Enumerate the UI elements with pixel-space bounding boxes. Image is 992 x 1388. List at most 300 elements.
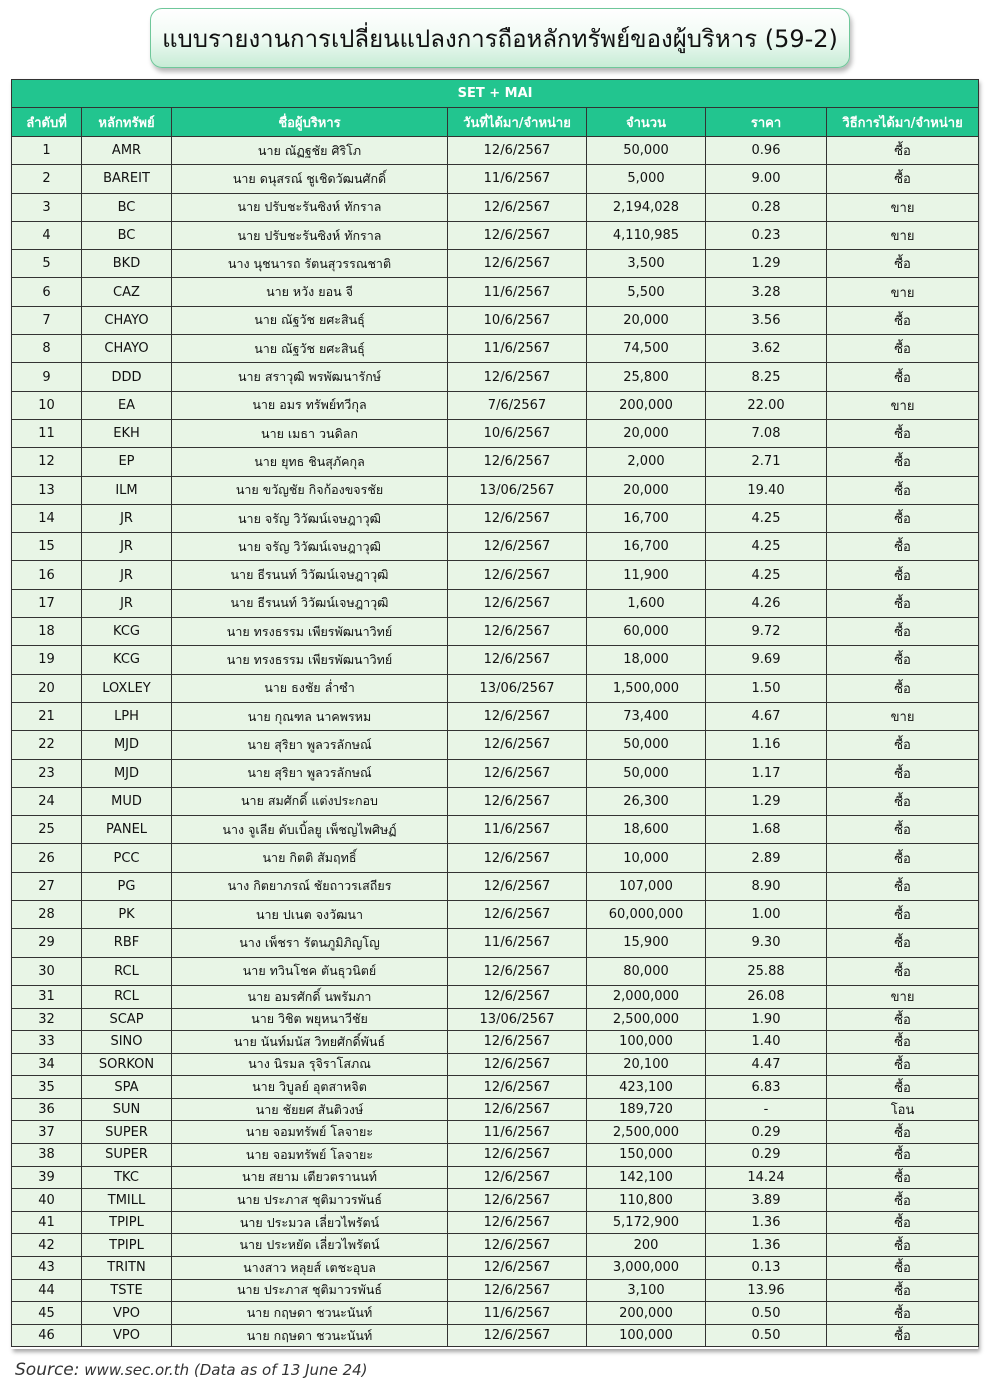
transaction-date: 12/6/2567: [448, 1257, 587, 1280]
price: 0.50: [706, 1302, 827, 1325]
volume: 50,000: [587, 759, 706, 787]
table-row: [12, 1031, 979, 1054]
executive-name: นาง นิรมล รุจิราโสภณ: [172, 1053, 448, 1076]
transaction-date: 12/6/2567: [448, 504, 587, 532]
transaction-method: ซื้อ: [827, 787, 979, 815]
volume: 5,172,900: [587, 1211, 706, 1234]
price: 6.83: [706, 1076, 827, 1099]
price: 1.50: [706, 674, 827, 702]
table-row: [12, 1098, 979, 1121]
security-symbol: SUPER: [82, 1121, 172, 1144]
row-number: 10: [12, 391, 82, 419]
security-symbol: MUD: [82, 787, 172, 815]
volume: 2,000: [587, 448, 706, 476]
row-number: 18: [12, 618, 82, 646]
security-symbol: KCG: [82, 618, 172, 646]
source-note: [15, 1360, 368, 1380]
transaction-method: ซื้อ: [827, 504, 979, 532]
transaction-method: ซื้อ: [827, 1144, 979, 1167]
executive-name: นาย นันท์มนัส วิทยศักดิ์พันธ์: [172, 1031, 448, 1054]
row-number: 2: [12, 165, 82, 193]
security-symbol: JR: [82, 533, 172, 561]
transaction-date: 13/06/2567: [448, 476, 587, 504]
row-number: 28: [12, 901, 82, 929]
transaction-date: 11/6/2567: [448, 929, 587, 957]
row-number: 5: [12, 250, 82, 278]
security-symbol: VPO: [82, 1302, 172, 1325]
security-symbol: VPO: [82, 1324, 172, 1347]
transaction-date: 12/6/2567: [448, 1189, 587, 1212]
transaction-date: 11/6/2567: [448, 1121, 587, 1144]
transaction-method: ขาย: [827, 702, 979, 730]
executive-name: นาย เมธา วนดิลก: [172, 419, 448, 447]
security-symbol: DDD: [82, 363, 172, 391]
executive-name: นางสาว หลุยส์ เตชะอุบล: [172, 1257, 448, 1280]
row-number: 3: [12, 193, 82, 221]
table-row: [12, 221, 979, 249]
price: 26.08: [706, 985, 827, 1008]
table-row: [12, 1324, 979, 1347]
row-number: 34: [12, 1053, 82, 1076]
price: 8.25: [706, 363, 827, 391]
transaction-date: 12/6/2567: [448, 702, 587, 730]
executive-name: นาง กิตยาภรณ์ ชัยถาวรเสถียร: [172, 872, 448, 900]
volume: 10,000: [587, 844, 706, 872]
executive-name: นาง นุชนารถ รัตนสุวรรณชาติ: [172, 250, 448, 278]
executive-name: นาย ประมวล เลี่ยวไพรัตน์: [172, 1211, 448, 1234]
volume: 2,000,000: [587, 985, 706, 1008]
volume: 16,700: [587, 533, 706, 561]
transaction-method: ซื้อ: [827, 1302, 979, 1325]
executive-name: นาย วิบูลย์ อุตสาหจิต: [172, 1076, 448, 1099]
security-symbol: SORKON: [82, 1053, 172, 1076]
executive-name: นาย ทรงธรรม เพียรพัฒนาวิทย์: [172, 646, 448, 674]
col-header-no: ลำดับที่: [12, 108, 82, 137]
volume: 200: [587, 1234, 706, 1257]
transaction-date: 12/6/2567: [448, 221, 587, 249]
volume: 423,100: [587, 1076, 706, 1099]
volume: 189,720: [587, 1098, 706, 1121]
table-row: [12, 1144, 979, 1167]
table-row: [12, 335, 979, 363]
transaction-method: ซื้อ: [827, 1008, 979, 1031]
row-number: 16: [12, 561, 82, 589]
price: 0.23: [706, 221, 827, 249]
transaction-method: ขาย: [827, 278, 979, 306]
price: 3.62: [706, 335, 827, 363]
price: 0.29: [706, 1121, 827, 1144]
price: 8.90: [706, 872, 827, 900]
row-number: 44: [12, 1279, 82, 1302]
table-row: [12, 1302, 979, 1325]
security-symbol: MJD: [82, 731, 172, 759]
security-symbol: SINO: [82, 1031, 172, 1054]
volume: 26,300: [587, 787, 706, 815]
transaction-date: 12/6/2567: [448, 1279, 587, 1302]
transaction-method: ซื้อ: [827, 1166, 979, 1189]
security-symbol: AMR: [82, 137, 172, 165]
volume: 200,000: [587, 1302, 706, 1325]
price: 0.96: [706, 137, 827, 165]
price: -: [706, 1098, 827, 1121]
security-symbol: PK: [82, 901, 172, 929]
row-number: 29: [12, 929, 82, 957]
transaction-method: ขาย: [827, 221, 979, 249]
transaction-method: ซื้อ: [827, 419, 979, 447]
table-row: [12, 1008, 979, 1031]
volume: 18,000: [587, 646, 706, 674]
row-number: 42: [12, 1234, 82, 1257]
price: 19.40: [706, 476, 827, 504]
transaction-method: ซื้อ: [827, 1279, 979, 1302]
executive-name: นาย ขวัญชัย กิจก้องขจรชัย: [172, 476, 448, 504]
security-symbol: ILM: [82, 476, 172, 504]
security-symbol: BAREIT: [82, 165, 172, 193]
transaction-date: 12/6/2567: [448, 250, 587, 278]
transaction-method: ซื้อ: [827, 1257, 979, 1280]
transaction-method: ซื้อ: [827, 250, 979, 278]
executive-name: นาย กิตติ สัมฤทธิ์: [172, 844, 448, 872]
security-symbol: CAZ: [82, 278, 172, 306]
security-symbol: CHAYO: [82, 306, 172, 334]
transaction-method: ซื้อ: [827, 1324, 979, 1347]
table-row: [12, 504, 979, 532]
transaction-method: ซื้อ: [827, 137, 979, 165]
transaction-date: 12/6/2567: [448, 363, 587, 391]
transaction-method: ซื้อ: [827, 731, 979, 759]
table-row: [12, 250, 979, 278]
transaction-date: 12/6/2567: [448, 137, 587, 165]
transaction-date: 12/6/2567: [448, 1076, 587, 1099]
volume: 5,500: [587, 278, 706, 306]
executive-name: นาย ทรงธรรม เพียรพัฒนาวิทย์: [172, 618, 448, 646]
table-row: [12, 1279, 979, 1302]
volume: 2,500,000: [587, 1121, 706, 1144]
volume: 15,900: [587, 929, 706, 957]
row-number: 39: [12, 1166, 82, 1189]
transaction-method: ซื้อ: [827, 618, 979, 646]
col-header-executive-name: ชื่อผู้บริหาร: [172, 108, 448, 137]
volume: 1,500,000: [587, 674, 706, 702]
volume: 107,000: [587, 872, 706, 900]
transaction-date: 12/6/2567: [448, 759, 587, 787]
executive-name: นาย ณัฐวัช ยศะสินธุ์: [172, 335, 448, 363]
table-row: [12, 419, 979, 447]
volume: 2,194,028: [587, 193, 706, 221]
transaction-date: 12/6/2567: [448, 1031, 587, 1054]
row-number: 23: [12, 759, 82, 787]
security-symbol: LPH: [82, 702, 172, 730]
price: 22.00: [706, 391, 827, 419]
volume: 20,000: [587, 419, 706, 447]
transaction-method: ขาย: [827, 985, 979, 1008]
price: 3.56: [706, 306, 827, 334]
volume: 200,000: [587, 391, 706, 419]
page-title: แบบรายงานการเปลี่ยนแปลงการถือหลักทรัพย์ของผู้บริหาร (59-2): [150, 8, 850, 68]
transaction-date: 7/6/2567: [448, 391, 587, 419]
table-row: [12, 278, 979, 306]
row-number: 26: [12, 844, 82, 872]
transaction-date: 12/6/2567: [448, 589, 587, 617]
transaction-method: ซื้อ: [827, 589, 979, 617]
executive-name: นาย ยุทธ ชินสุภัคกุล: [172, 448, 448, 476]
transaction-method: ซื้อ: [827, 1189, 979, 1212]
transaction-method: ซื้อ: [827, 1076, 979, 1099]
executive-name: นาย ดนุสรณ์ ชูเชิดวัฒนศักดิ์: [172, 165, 448, 193]
row-number: 21: [12, 702, 82, 730]
col-header-date: วันที่ได้มา/จำหน่าย: [448, 108, 587, 137]
price: 14.24: [706, 1166, 827, 1189]
security-symbol: SUN: [82, 1098, 172, 1121]
volume: 5,000: [587, 165, 706, 193]
security-symbol: EA: [82, 391, 172, 419]
executive-name: นาย ปเนต จงวัฒนา: [172, 901, 448, 929]
table-row: [12, 363, 979, 391]
row-number: 12: [12, 448, 82, 476]
row-number: 35: [12, 1076, 82, 1099]
security-symbol: KCG: [82, 646, 172, 674]
table-row: [12, 448, 979, 476]
transaction-method: ซื้อ: [827, 901, 979, 929]
security-symbol: TMILL: [82, 1189, 172, 1212]
table-row: [12, 702, 979, 730]
transaction-date: 12/6/2567: [448, 448, 587, 476]
executive-name: นาย อมร ทรัพย์ทวีกุล: [172, 391, 448, 419]
security-symbol: CHAYO: [82, 335, 172, 363]
transaction-date: 12/6/2567: [448, 901, 587, 929]
table-row: [12, 844, 979, 872]
volume: 60,000: [587, 618, 706, 646]
row-number: 33: [12, 1031, 82, 1054]
executive-name: นาย ประหยัด เลี่ยวไพรัตน์: [172, 1234, 448, 1257]
table-row: [12, 1121, 979, 1144]
security-symbol: SUPER: [82, 1144, 172, 1167]
transaction-method: ซื้อ: [827, 759, 979, 787]
security-symbol: RCL: [82, 985, 172, 1008]
price: 9.72: [706, 618, 827, 646]
price: 1.36: [706, 1211, 827, 1234]
price: 4.26: [706, 589, 827, 617]
price: 1.36: [706, 1234, 827, 1257]
table-row: [12, 985, 979, 1008]
transaction-date: 12/6/2567: [448, 985, 587, 1008]
table-row: [12, 589, 979, 617]
security-symbol: SPA: [82, 1076, 172, 1099]
transaction-method: ซื้อ: [827, 1234, 979, 1257]
volume: 1,600: [587, 589, 706, 617]
row-number: 32: [12, 1008, 82, 1031]
transaction-date: 12/6/2567: [448, 731, 587, 759]
price: 7.08: [706, 419, 827, 447]
volume: 142,100: [587, 1166, 706, 1189]
row-number: 31: [12, 985, 82, 1008]
executive-name: นาง จูเลีย ดับเบิ้ลยู เพ็ชญไพศิษฏ์: [172, 816, 448, 844]
table-row: [12, 533, 979, 561]
transaction-date: 12/6/2567: [448, 1324, 587, 1347]
price: 1.40: [706, 1031, 827, 1054]
security-symbol: TPIPL: [82, 1234, 172, 1257]
row-number: 19: [12, 646, 82, 674]
transaction-date: 12/6/2567: [448, 1166, 587, 1189]
transaction-method: ซื้อ: [827, 448, 979, 476]
table-row: [12, 1211, 979, 1234]
price: 1.68: [706, 816, 827, 844]
table-row: [12, 193, 979, 221]
row-number: 14: [12, 504, 82, 532]
price: 1.17: [706, 759, 827, 787]
insider-trading-table: [11, 79, 979, 1347]
row-number: 30: [12, 957, 82, 985]
transaction-method: ขาย: [827, 391, 979, 419]
row-number: 7: [12, 306, 82, 334]
executive-name: นาย ปรับชะรันซิงห์ ทักราล: [172, 193, 448, 221]
col-header-method: วิธีการได้มา/จำหน่าย: [827, 108, 979, 137]
transaction-method: ซื้อ: [827, 957, 979, 985]
transaction-date: 12/6/2567: [448, 844, 587, 872]
transaction-method: ซื้อ: [827, 646, 979, 674]
price: 3.89: [706, 1189, 827, 1212]
volume: 25,800: [587, 363, 706, 391]
row-number: 20: [12, 674, 82, 702]
volume: 150,000: [587, 1144, 706, 1167]
row-number: 40: [12, 1189, 82, 1212]
volume: 20,000: [587, 476, 706, 504]
price: 4.25: [706, 561, 827, 589]
col-header-price: ราคา: [706, 108, 827, 137]
volume: 50,000: [587, 137, 706, 165]
price: 13.96: [706, 1279, 827, 1302]
row-number: 27: [12, 872, 82, 900]
executive-name: นาย จรัญ วิวัฒน์เจษฎาวุฒิ: [172, 533, 448, 561]
transaction-date: 11/6/2567: [448, 335, 587, 363]
executive-name: นาย ปรับชะรันซิงห์ ทักราล: [172, 221, 448, 249]
transaction-date: 11/6/2567: [448, 165, 587, 193]
volume: 100,000: [587, 1324, 706, 1347]
table-row: [12, 929, 979, 957]
row-number: 4: [12, 221, 82, 249]
price: 2.89: [706, 844, 827, 872]
volume: 100,000: [587, 1031, 706, 1054]
row-number: 25: [12, 816, 82, 844]
row-number: 22: [12, 731, 82, 759]
executive-name: นาย กฤษดา ชวนะนันท์: [172, 1324, 448, 1347]
transaction-method: ซื้อ: [827, 816, 979, 844]
security-symbol: TSTE: [82, 1279, 172, 1302]
row-number: 15: [12, 533, 82, 561]
price: 4.67: [706, 702, 827, 730]
row-number: 17: [12, 589, 82, 617]
transaction-method: โอน: [827, 1098, 979, 1121]
row-number: 38: [12, 1144, 82, 1167]
executive-name: นาง เพ็ชรา รัตนภูมิภิญโญ: [172, 929, 448, 957]
transaction-method: ซื้อ: [827, 335, 979, 363]
table-row: [12, 1257, 979, 1280]
table-row: [12, 391, 979, 419]
transaction-method: ซื้อ: [827, 165, 979, 193]
security-symbol: JR: [82, 561, 172, 589]
volume: 73,400: [587, 702, 706, 730]
price: 25.88: [706, 957, 827, 985]
table-row: [12, 759, 979, 787]
transaction-method: ซื้อ: [827, 674, 979, 702]
transaction-date: 11/6/2567: [448, 1302, 587, 1325]
transaction-date: 12/6/2567: [448, 1098, 587, 1121]
executive-name: นาย ธีรนนท์ วิวัฒน์เจษฎาวุฒิ: [172, 561, 448, 589]
transaction-method: ซื้อ: [827, 1053, 979, 1076]
price: 3.28: [706, 278, 827, 306]
source-label: Source:: [15, 1360, 80, 1380]
table-row: [12, 1234, 979, 1257]
security-symbol: JR: [82, 504, 172, 532]
transaction-date: 12/6/2567: [448, 646, 587, 674]
row-number: 37: [12, 1121, 82, 1144]
price: 4.25: [706, 533, 827, 561]
executive-name: นาย ธีรนนท์ วิวัฒน์เจษฎาวุฒิ: [172, 589, 448, 617]
table-row: [12, 561, 979, 589]
table-row: [12, 731, 979, 759]
security-symbol: PCC: [82, 844, 172, 872]
transaction-method: ซื้อ: [827, 1031, 979, 1054]
row-number: 36: [12, 1098, 82, 1121]
market-group-header: SET + MAI: [12, 80, 979, 108]
security-symbol: JR: [82, 589, 172, 617]
transaction-date: 12/6/2567: [448, 1144, 587, 1167]
price: 1.29: [706, 250, 827, 278]
executive-name: นาย ทวินโชค ตันธุวนิตย์: [172, 957, 448, 985]
transaction-date: 12/6/2567: [448, 1234, 587, 1257]
row-number: 6: [12, 278, 82, 306]
table-row: [12, 1053, 979, 1076]
volume: 11,900: [587, 561, 706, 589]
table-row: [12, 816, 979, 844]
transaction-method: ซื้อ: [827, 363, 979, 391]
executive-name: นาย สมศักดิ์ แต่งประกอบ: [172, 787, 448, 815]
table-row: [12, 306, 979, 334]
transaction-method: ซื้อ: [827, 533, 979, 561]
transaction-method: ซื้อ: [827, 561, 979, 589]
security-symbol: TKC: [82, 1166, 172, 1189]
transaction-date: 12/6/2567: [448, 957, 587, 985]
executive-name: นาย อมรศักดิ์ นพรัมภา: [172, 985, 448, 1008]
security-symbol: RCL: [82, 957, 172, 985]
executive-name: นาย ณัฐวัช ยศะสินธุ์: [172, 306, 448, 334]
price: 2.71: [706, 448, 827, 476]
executive-name: นาย หวัง ยอน จี: [172, 278, 448, 306]
table-row: [12, 901, 979, 929]
transaction-date: 10/6/2567: [448, 419, 587, 447]
transaction-method: ขาย: [827, 193, 979, 221]
volume: 4,110,985: [587, 221, 706, 249]
transaction-date: 10/6/2567: [448, 306, 587, 334]
transaction-method: ซื้อ: [827, 844, 979, 872]
row-number: 24: [12, 787, 82, 815]
security-symbol: LOXLEY: [82, 674, 172, 702]
row-number: 43: [12, 1257, 82, 1280]
transaction-date: 12/6/2567: [448, 561, 587, 589]
volume: 60,000,000: [587, 901, 706, 929]
transaction-method: ซื้อ: [827, 306, 979, 334]
table-row: [12, 787, 979, 815]
transaction-date: 13/06/2567: [448, 674, 587, 702]
executive-name: นาย กฤษดา ชวนะนันท์: [172, 1302, 448, 1325]
executive-name: นาย ชัยยศ สันติวงษ์: [172, 1098, 448, 1121]
security-symbol: EP: [82, 448, 172, 476]
executive-name: นาย สยาม เตียวตรานนท์: [172, 1166, 448, 1189]
volume: 2,500,000: [587, 1008, 706, 1031]
table-row: [12, 872, 979, 900]
row-number: 11: [12, 419, 82, 447]
insider-trading-table-container: [11, 79, 978, 1349]
